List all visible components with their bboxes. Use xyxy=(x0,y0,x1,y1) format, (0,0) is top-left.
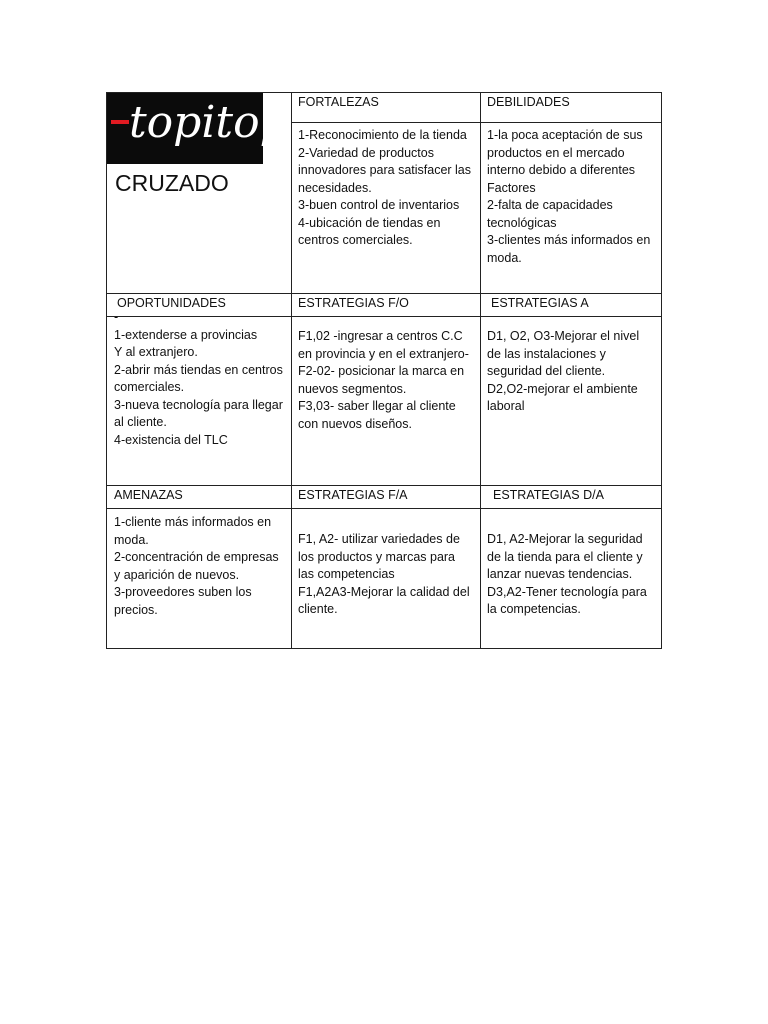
column-divider xyxy=(291,93,292,648)
estrategias-fa-list: F1, A2- utilizar variedades de los productos y marcas para las competencias F1,A2A3-Mejorar la calidad del cliente. xyxy=(298,532,470,616)
header-debilidades: DEBILIDADES xyxy=(487,95,570,109)
header-estrategias-a: ESTRATEGIAS A xyxy=(491,296,589,310)
header-estrategias-fo: ESTRATEGIAS F/O xyxy=(298,296,409,310)
fortalezas-list: 1-Reconocimiento de la tienda 2-Variedad de productos innovadores para satisfacer las necesidades. 3-buen control de inventarios 4-ubicación de tiendas en centros comerciales. xyxy=(298,128,472,247)
estrategias-fo-list: F1,02 -ingresar a centros C.C en provincia y en el extranjero- F2-02- posicionar la marca en nuevos segmentos. F3,03- saber llegar al cliente con nuevos diseños. xyxy=(298,329,469,431)
row-divider xyxy=(107,485,661,486)
header-fortalezas: FORTALEZAS xyxy=(298,95,379,109)
header-oportunidades: OPORTUNIDADES xyxy=(117,296,226,310)
row-divider xyxy=(107,293,661,294)
row-divider xyxy=(107,508,661,509)
header-estrategias-fa: ESTRATEGIAS F/A xyxy=(298,488,408,502)
row-divider xyxy=(291,122,661,123)
oportunidades-list: - 1-extenderse a provincias Y al extranjero. 2-abrir más tiendas en centros comerciales. 3-nueva tecnología para llegar al cliente. 4-existencia del TLC xyxy=(114,310,283,447)
page-title: CRUZADO xyxy=(115,170,229,196)
swot-matrix xyxy=(106,92,662,649)
debilidades-list: 1-la poca aceptación de sus productos en el mercado interno debido a diferentes Factores 2-falta de capacidades tecnológicas 3-clientes más informados en moda. xyxy=(487,128,651,265)
estrategias-da-list: D1, A2-Mejorar la seguridad de la tienda para el cliente y lanzar nuevas tendencias. D3,A2-Tener tecnología para la competencias. xyxy=(487,532,647,616)
estrategias-a-list: D1, O2, O3-Mejorar el nivel de las instalaciones y seguridad del cliente. D2,O2-mejorar el ambiente laboral xyxy=(487,329,640,413)
header-amenazas: AMENAZAS xyxy=(114,488,183,502)
logo-accent-dash xyxy=(111,120,129,124)
column-divider xyxy=(480,93,481,648)
header-estrategias-da: ESTRATEGIAS D/A xyxy=(493,488,604,502)
topitop-logo xyxy=(107,93,288,164)
amenazas-list: 1-cliente más informados en moda. 2-concentración de empresas y aparición de nuevos. 3-proveedores suben los precios. xyxy=(114,515,279,617)
logo-wordmark: topitop xyxy=(129,97,288,148)
